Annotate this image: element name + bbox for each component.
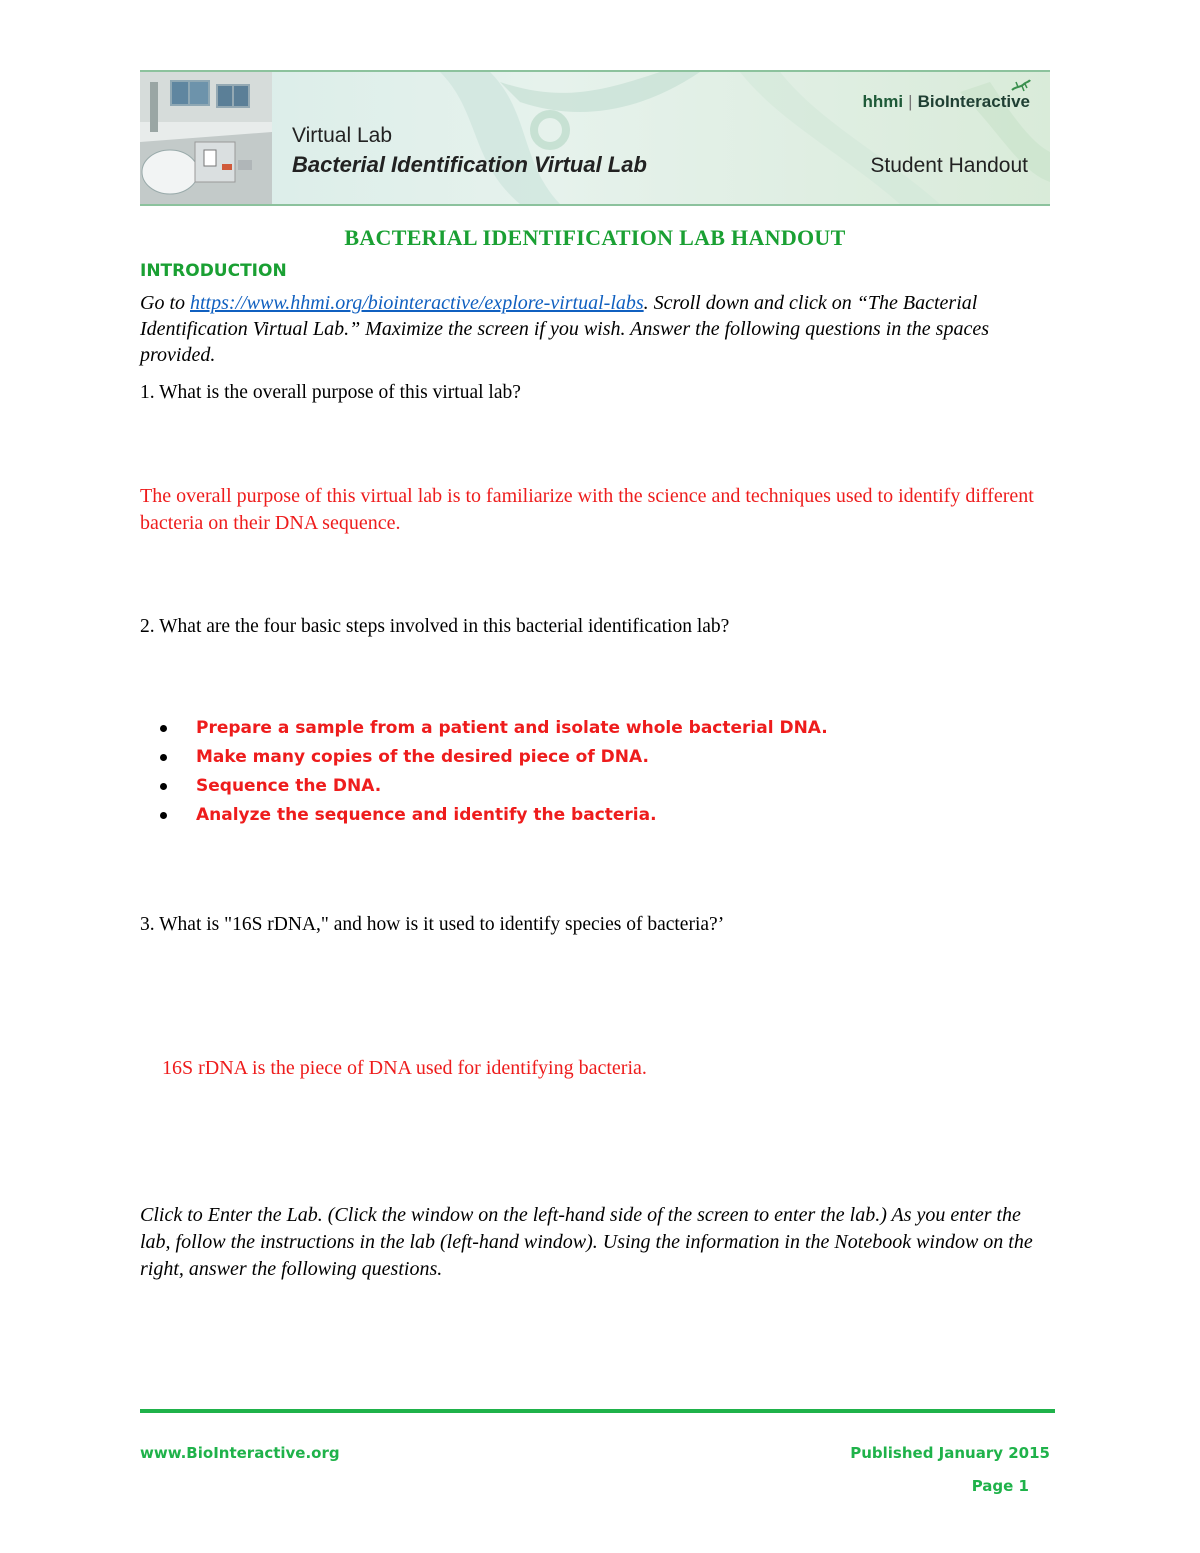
bullet-text: Sequence the DNA. [196, 776, 382, 796]
intro-text-rest: . Scroll down and click on “The Bacterial Identification Virtual Lab.” Maximize the screen if you wish. Answer the following questions in the spaces provided. [140, 292, 990, 366]
page-title: BACTERIAL IDENTIFICATION LAB HANDOUT [344, 225, 846, 250]
footer-published-date: Published January 2015 [850, 1444, 1050, 1462]
bullet-icon [160, 783, 167, 790]
bullet-text: Analyze the sequence and identify the bacteria. [196, 805, 657, 825]
banner-handout-label: Student Handout [870, 154, 1028, 177]
page-number: Page 1 [971, 1477, 1029, 1495]
list-item [160, 714, 828, 743]
bullet-icon [160, 812, 167, 819]
footer-website: www.BioInteractive.org [140, 1444, 340, 1462]
lizard-icon [1010, 78, 1032, 96]
question-3: 3. What is "16S rDNA," and how is it used to identify species of bacteria?’ [140, 914, 725, 935]
lab-scene-image [140, 72, 272, 204]
footer-divider [140, 1409, 1055, 1413]
list-item [160, 743, 828, 772]
introduction-heading: INTRODUCTION [140, 261, 287, 281]
answer-2-list [160, 714, 828, 830]
intro-text-lead: Go to [140, 292, 190, 314]
question-1: 1. What is the overall purpose of this virtual lab? [140, 382, 521, 403]
bullet-text: Make many copies of the desired piece of DNA. [196, 747, 649, 767]
logo-hhmi: hhmi [862, 92, 904, 111]
header-banner [140, 70, 1050, 206]
logo-separator: | [908, 92, 913, 111]
answer-1: The overall purpose of this virtual lab is to familiarize with the science and techniques used to identify different bacteria on their DNA sequence. [140, 485, 1034, 534]
list-item [160, 772, 828, 801]
list-item [160, 801, 828, 830]
introduction-text [140, 290, 1045, 368]
answer-3: 16S rDNA is the piece of DNA used for identifying bacteria. [162, 1057, 647, 1079]
enter-lab-instructions: Click to Enter the Lab. (Click the window on the left-hand side of the screen to enter the lab.) As you enter the lab, follow the instructions in the lab (left-hand window). Using the information in the Notebook window on the right, answer the following questions. [140, 1204, 1033, 1280]
bullet-icon [160, 725, 167, 732]
banner-title: Bacterial Identification Virtual Lab [292, 152, 647, 177]
bullet-icon [160, 754, 167, 761]
question-2: 2. What are the four basic steps involved in this bacterial identification lab? [140, 616, 730, 637]
bullet-text: Prepare a sample from a patient and isolate whole bacterial DNA. [196, 718, 828, 738]
virtual-labs-link[interactable]: https://www.hhmi.org/biointeractive/explore-virtual-labs [190, 292, 644, 314]
banner-subtitle: Virtual Lab [292, 124, 393, 147]
logo-name: BioInteractive [917, 92, 1030, 111]
biointeractive-logo [863, 92, 1030, 112]
